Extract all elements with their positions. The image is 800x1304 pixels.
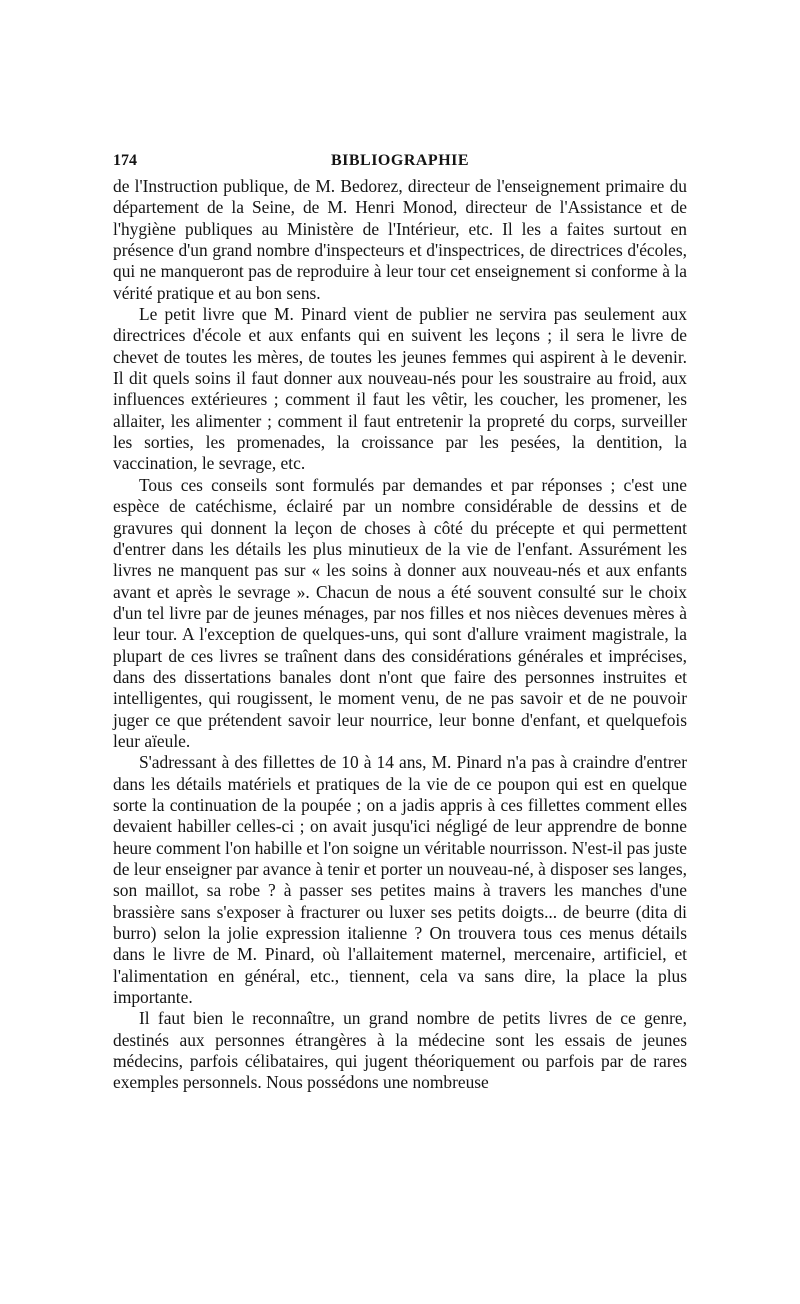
paragraph: Le petit livre que M. Pinard vient de publier ne servira pas seulement aux directrices d'école et aux enfants qui en suivent les leçons ; il sera le livre de chevet de toutes les mères, de toutes les jeunes femmes qui aspirent à le devenir. Il dit quels soins il faut donner aux nouveau-nés pour les soustraire au froid, aux influences extérieures ; comment il faut les vêtir, les coucher, les promener, les allaiter, les alimenter ; comment il faut entretenir la propreté du corps, surveiller les sorties, les promenades, la croissance par les pesées, la dentition, la vaccination, le sevrage, etc. <box>113 304 687 474</box>
paragraph: Il faut bien le reconnaître, un grand nombre de petits livres de ce genre, destinés aux personnes étrangères à la médecine sont les essais de jeunes médecins, parfois célibataires, qui jugent théoriquement ou parfois par de rares exemples personnels. Nous possédons une nombreuse <box>113 1008 687 1093</box>
book-page <box>113 150 687 1094</box>
running-title: BIBLIOGRAPHIE <box>330 152 470 169</box>
paragraph-continuation: de l'Instruction publique, de M. Bedorez, directeur de l'enseignement primaire du département de la Seine, de M. Henri Monod, directeur de l'Assistance et de l'hygiène publiques au Ministère de l'Intérieur, etc. Il les a faites surtout en présence d'un grand nombre d'inspecteurs et d'inspectrices, de directrices d'écoles, qui ne manqueront pas de reproduire à leur tour cet enseignement si conforme à la vérité pratique et au bon sens. <box>113 176 687 303</box>
page-number: 174 <box>113 152 137 169</box>
paragraph: Tous ces conseils sont formulés par demandes et par réponses ; c'est une espèce de catéchisme, éclairé par un nombre considérable de dessins et de gravures qui donnent la leçon de choses à côté du précepte et qui permettent d'entrer dans les détails les plus minutieux de la vie de l'enfant. Assurément les livres ne manquent pas sur « les soins à donner aux nouveau-nés et aux enfants avant et après le sevrage ». Chacun de nous a été souvent consulté sur le choix d'un tel livre par de jeunes ménages, par nos filles et nos nièces devenues mères à leur tour. A l'exception de quelques-uns, qui sont d'allure vraiment magistrale, la plupart de ces livres se traînent dans des considérations générales et imprécises, dans des dissertations banales dont n'ont que faire des personnes instruites et intelligentes, qui rougissent, le moment venu, de ne pas savoir et de ne pouvoir juger ce que prétendent savoir leur nourrice, leur bonne d'enfant, et quelquefois leur aïeule. <box>113 474 687 751</box>
paragraph: S'adressant à des fillettes de 10 à 14 ans, M. Pinard n'a pas à craindre d'entrer dans les détails matériels et pratiques de la vie de ce poupon qui est en quelque sorte la continuation de la poupée ; on a jadis appris à ces fillettes comment elles devaient habiller celles-ci ; on avait jusqu'ici négligé de leur apprendre de bonne heure comment l'on habille et l'on soigne un véritable nourrisson. N'est-il pas juste de leur enseigner par avance à tenir et porter un nouveau-né, à disposer ses langes, son maillot, sa robe ? à passer ses petites mains à travers les manches d'une brassière sans s'exposer à fracturer ou luxer ses petits doigts... de beurre (dita di burro) selon la jolie expression italienne ? On trouvera tous ces menus détails dans le livre de M. Pinard, où l'allaitement maternel, mercenaire, artificiel, et l'alimentation en général, etc., tiennent, cela va sans dire, la place la plus importante. <box>113 752 687 1008</box>
page-body <box>113 176 687 1094</box>
page-header <box>113 150 687 176</box>
